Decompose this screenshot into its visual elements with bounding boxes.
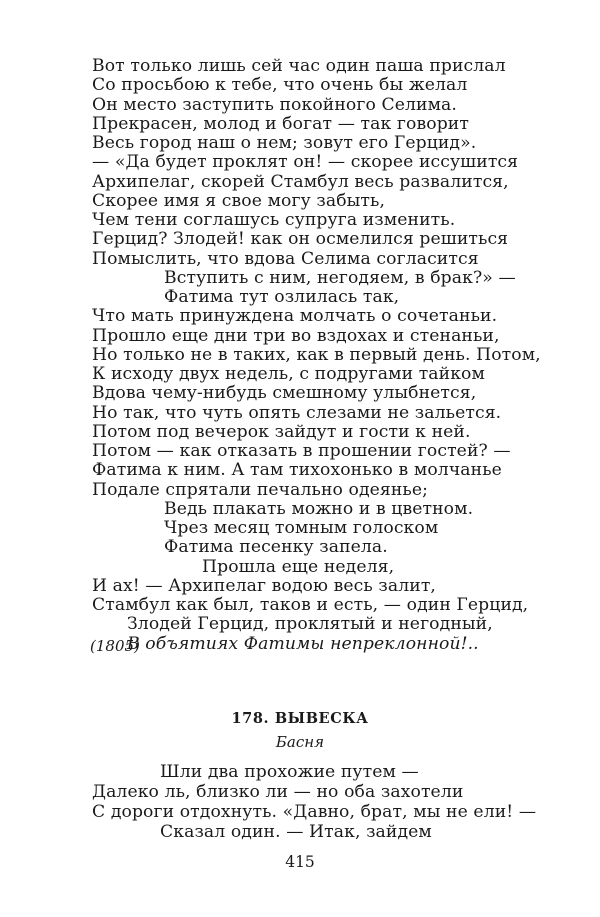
poem-line: Прекрасен, молод и богат — так говорит	[92, 113, 469, 134]
poem-line: Помыслить, что вдова Селима согласится	[92, 248, 479, 269]
poem-line: И ах! — Архипелаг водою весь залит,	[92, 575, 436, 596]
poem-line: Чем тени соглашусь супруга изменить.	[92, 210, 456, 230]
poem-line: Прошло еще дни три во вздохах и стенаньи,	[92, 325, 500, 346]
poem-line: Архипелаг, скорей Стамбул весь развалится,	[92, 171, 509, 192]
poem-line: Вступить с ним, негодяем, в брак?» —	[164, 267, 516, 288]
poem-line: Злодей Герцид, проклятый и негодный,	[127, 614, 493, 635]
fable-line: Далеко ль, близко ли — но оба захотели	[92, 782, 464, 802]
poem-line: Герцид? Злодей! как он осмелился решиться	[92, 229, 509, 250]
poem-line: — «Да будет проклят он! — скорее иссушится	[92, 152, 519, 173]
poem-line: К исходу двух недель, с подругами тайком	[92, 364, 485, 384]
poem-line: Скорее имя я свое могу забыть,	[92, 190, 386, 211]
poem-line: Со просьбою к тебе, что очень бы желал	[92, 75, 468, 96]
poem-line: Фатима к ним. А там тихохонько в молчанье	[92, 460, 502, 481]
fable-line: Шли два прохожие путем —	[160, 762, 419, 782]
poem-line: Стамбул как был, таков и есть, — один Герцид,	[92, 595, 529, 615]
poem-line: Ведь плакать можно и в цветном.	[164, 498, 474, 519]
poem-line: Подале спрятали печально одеянье;	[92, 479, 429, 500]
poem-line: Фатима тут озлилась так,	[164, 287, 400, 307]
poem-line: В объятиях Фатимы непреклонной!..	[127, 633, 479, 654]
fable-line: Сказал один. — Итак, зайдем	[160, 822, 432, 842]
poem-line: Но так, что чуть опять слезами не зальется.	[92, 402, 502, 423]
section-subtitle: Басня	[275, 733, 325, 751]
poem-line: Чрез месяц томным голоском	[164, 518, 439, 538]
fable-line: С дороги отдохнуть. «Давно, брат, мы не ели! —	[92, 802, 537, 822]
poem-line: Но только не в таких, как в первый день. Потом,	[92, 344, 541, 365]
poem-line: Потом — как отказать в прошении гостей? —	[92, 441, 511, 461]
poem-date: (1805)	[90, 637, 140, 655]
poem-line: Потом под вечерок зайдут и гости к ней.	[92, 421, 471, 442]
poem-line: Прошла еще неделя,	[202, 556, 395, 577]
poem-line: Вот только лишь сей час один паша прислал	[92, 56, 506, 76]
poem-line: Что мать принуждена молчать о сочетаньи.	[92, 306, 498, 327]
page-number: 415	[285, 853, 315, 871]
poem-line: Он место заступить покойного Селима.	[92, 94, 457, 115]
poem-line: Весь город наш о нем; зовут его Герцид».	[92, 133, 477, 153]
poem-line: Фатима песенку запела.	[164, 537, 388, 558]
section-title: 178. ВЫВЕСКА	[231, 710, 369, 727]
poem-line: Вдова чему-нибудь смешному улыбнется,	[92, 383, 477, 404]
